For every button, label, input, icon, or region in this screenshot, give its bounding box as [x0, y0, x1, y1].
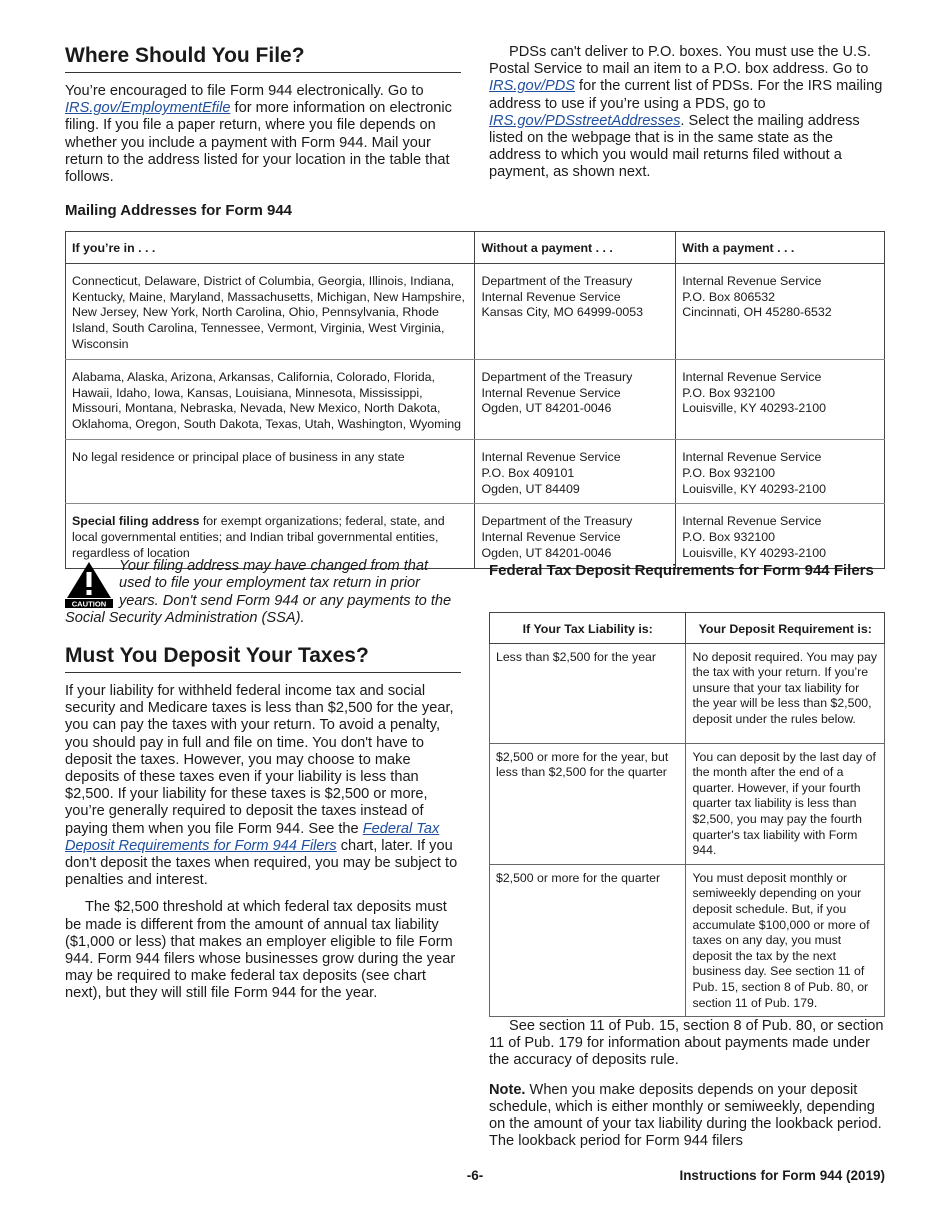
caution-note — [65, 558, 461, 628]
without-payment-cell — [475, 439, 676, 503]
address-line: Ogden, UT 84201-0046 — [481, 401, 612, 416]
accuracy-paragraph: See section 11 of Pub. 15, section 8 of Pub. 80, or section 11 of Pub. 179 for information about payments made under the accuracy of deposits rule. — [489, 1018, 884, 1069]
deposit-paragraph-1 — [65, 683, 461, 889]
with-payment-cell — [676, 359, 885, 439]
deposit-taxes-section — [65, 644, 461, 1003]
address-line: Internal Revenue Service — [682, 273, 822, 288]
without-payment-cell — [475, 263, 676, 359]
irs-pds-link[interactable]: IRS.gov/PDS — [489, 78, 575, 95]
requirement-cell: You must deposit monthly or semiweekly depending on your deposit schedule. But, if you accumulate $100,000 or more of taxes on any day, you must deposit the tax by the next business day. See section 11 of Pub. 15, section 8 of Pub. 80, or section 11 of Pub. 179. — [686, 864, 885, 1016]
address-line: Ogden, UT 84201-0046 — [481, 545, 612, 560]
address-line: Internal Revenue Service — [682, 514, 822, 529]
address-line: P.O. Box 932100 — [682, 385, 776, 400]
where-to-file-section — [65, 44, 461, 186]
mailing-table-title: Mailing Addresses for Form 944 — [65, 202, 293, 219]
address-line: Department of the Treasury — [481, 514, 633, 529]
paragraph-text: PDSs can't deliver to P.O. boxes. You must use the U.S. Postal Service to mail an item to a P.O. box address. Go to — [489, 44, 871, 78]
paragraph-text: for the current list of PDSs. For the IRS mailing address to use if you’re using a PDS, go to — [489, 78, 883, 112]
address-line: Department of the Treasury — [481, 369, 633, 384]
deposit-table-title: Federal Tax Deposit Requirements for Form 944 Filers — [489, 562, 874, 579]
address-line: Louisville, KY 40293-2100 — [682, 401, 826, 416]
table-row — [66, 439, 885, 503]
deposit-requirements-link[interactable]: Federal Tax Deposit Requirements for Form 944 Filers — [65, 820, 440, 854]
liability-cell: $2,500 or more for the year, but less than $2,500 for the quarter — [490, 743, 686, 864]
liability-cell: $2,500 or more for the quarter — [490, 864, 686, 1016]
location-text: for exempt organizations; federal, state, and local governmental entities; and Indian tribal governmental entities, regardless of location — [72, 514, 445, 560]
column-header-location: If you’re in . . . — [66, 232, 475, 264]
address-line: Internal Revenue Service — [682, 369, 822, 384]
special-filing-label: Special filing address — [72, 514, 200, 529]
without-payment-cell — [475, 359, 676, 439]
table-header-row — [490, 613, 885, 644]
location-cell: Connecticut, Delaware, District of Columbia, Georgia, Illinois, Indiana, Kentucky, Maine, Maryland, Massachusetts, Michigan, New Hampshire, New Jersey, New York, North Carolina, Ohio, Pennsylvania, Rhode Island, South Carolina, Tennessee, Vermont, Virginia, West Virginia, Wisconsin — [66, 263, 475, 359]
table-row — [490, 864, 885, 1016]
address-line: Internal Revenue Service — [481, 530, 621, 545]
requirement-cell: No deposit required. You may pay the tax with your return. If you’re unsure that your tax liability for the year will be less than $2,500, deposit under the rules below. — [686, 643, 885, 743]
page-number: -6- — [466, 1168, 484, 1183]
with-payment-cell — [676, 263, 885, 359]
without-payment-cell — [475, 504, 676, 568]
paragraph-text: for more information on electronic filing. If you file a paper return, where you file depends on whether you include a payment with Form 944. Mail your return to the address listed for your location in the table that follows. — [65, 100, 452, 186]
requirement-cell: You can deposit by the last day of the month after the end of a quarter. However, if your fourth quarter tax liability is less than $2,500, you may pay the fourth quarter's tax liability with Form 944. — [686, 743, 885, 864]
address-line: Internal Revenue Service — [481, 449, 621, 464]
location-cell: Alabama, Alaska, Arizona, Arkansas, California, Colorado, Florida, Hawaii, Idaho, Iowa, Kansas, Louisiana, Minnesota, Mississippi, Missouri, Montana, Nebraska, Nevada, New Mexico, North Dakota, Oklahoma, Oregon, South Dakota, Texas, Utah, Washington, Wyoming — [66, 359, 475, 439]
pds-street-addresses-link[interactable]: IRS.gov/PDSstreetAddresses — [489, 112, 681, 129]
address-line: P.O. Box 806532 — [682, 289, 776, 304]
address-line: Cincinnati, OH 45280-6532 — [682, 305, 832, 320]
note-text: When you make deposits depends on your deposit schedule, which is either monthly or semiweekly, depending on the amount of your tax liability during the lookback period. The lookback period for Form 944 filers — [489, 1081, 882, 1150]
mailing-addresses-table — [65, 231, 885, 569]
address-line: Internal Revenue Service — [481, 289, 621, 304]
liability-cell: Less than $2,500 for the year — [490, 643, 686, 743]
pds-section — [489, 44, 885, 182]
column-header-liability: If Your Tax Liability is: — [490, 613, 686, 644]
column-header-requirement: Your Deposit Requirement is: — [686, 613, 885, 644]
address-line: P.O. Box 932100 — [682, 530, 776, 545]
with-payment-cell — [676, 439, 885, 503]
address-line: P.O. Box 409101 — [481, 465, 575, 480]
accuracy-note-section — [489, 1018, 885, 1150]
table-row — [490, 743, 885, 864]
caution-text: Your filing address may have changed from that used to file your employment tax return in prior years. Don't send Form 944 or any payments to the Social Security Administration (SSA). — [65, 558, 452, 627]
paragraph-text: You’re encouraged to file Form 944 electronically. Go to — [65, 83, 424, 99]
document-title: Instructions for Form 944 (2019) — [679, 1168, 885, 1183]
table-row — [66, 359, 885, 439]
caution-icon-label: CAUTION — [71, 599, 107, 608]
address-line: Internal Revenue Service — [481, 385, 621, 400]
note-label: Note. — [489, 1081, 526, 1098]
paragraph-text: chart, later. If you don't deposit the taxes when required, you may be subject to penalties and interest. — [65, 837, 458, 889]
address-line: Ogden, UT 84409 — [481, 481, 580, 496]
address-line: Kansas City, MO 64999-0053 — [481, 305, 644, 320]
address-line: Internal Revenue Service — [682, 449, 822, 464]
address-line: Louisville, KY 40293-2100 — [682, 481, 826, 496]
table-row — [66, 263, 885, 359]
note-paragraph — [489, 1082, 885, 1151]
address-line: Department of the Treasury — [481, 273, 633, 288]
column-header-with-payment: With a payment . . . — [676, 232, 885, 264]
table-header-row — [66, 232, 885, 264]
location-cell: No legal residence or principal place of business in any state — [66, 439, 475, 503]
paragraph-text: If your liability for withheld federal income tax and social security and Medicare taxes is less than $2,500 for the year, you can pay the taxes with your return. To avoid a penalty, you should pay in full and file on time. You don't have to deposit the taxes. However, you may choose to make deposits of these taxes even if your liability is less than $2,500. If your liability for these taxes is $2,500 or more, you’re generally required to deposit the taxes instead of paying them when you file Form 944. See the — [65, 683, 454, 837]
deposit-paragraph-2: The $2,500 threshold at which federal tax deposits must be made is different from the amount of annual tax liability ($1,000 or less) that makes an employer eligible to file Form 944. Form 944 filers whose businesses grow during the year may be required to make federal tax deposits (see chart next), but they will still file Form 944 for the year. — [65, 899, 456, 1002]
deposit-requirements-table — [489, 612, 885, 1017]
paragraph-text: . Select the mailing address listed on the webpage that is in the same state as the address to which you would mail returns filed without a payment, as shown next. — [489, 112, 860, 181]
where-to-file-heading: Where Should You File? — [65, 44, 461, 73]
caution-icon — [65, 560, 113, 608]
column-header-without-payment: Without a payment . . . — [475, 232, 676, 264]
address-line: P.O. Box 932100 — [682, 465, 776, 480]
with-payment-cell — [676, 504, 885, 568]
employment-efile-link[interactable]: IRS.gov/EmploymentEfile — [65, 100, 231, 117]
pds-paragraph — [489, 44, 885, 182]
deposit-taxes-heading: Must You Deposit Your Taxes? — [65, 644, 461, 673]
address-line: Louisville, KY 40293-2100 — [682, 545, 826, 560]
table-row — [490, 643, 885, 743]
where-to-file-paragraph — [65, 83, 461, 186]
